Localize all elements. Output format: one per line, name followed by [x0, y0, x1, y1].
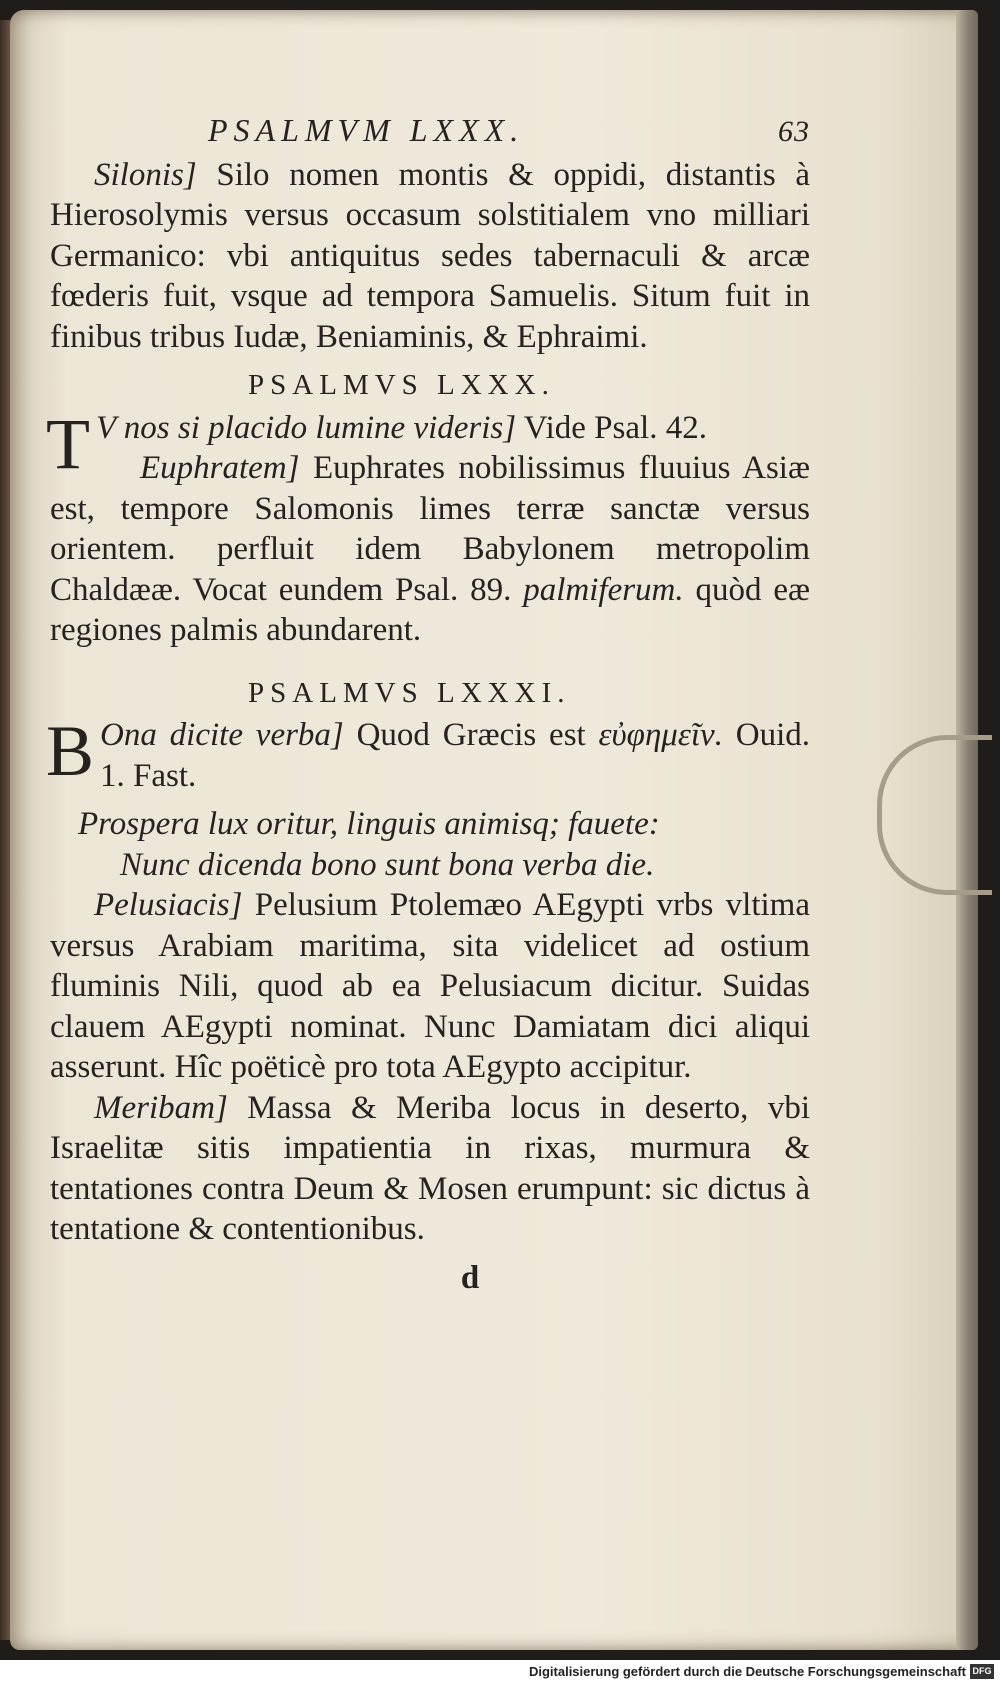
text-euphratem: Euphrates nobilissimus fluuius Asiæ est, tempore Salomonis limes terræ sanctæ versus orientem. perfluit idem Babylonem metropolim Chaldææ. Vocat eundem Psal. 89. — [50, 450, 810, 608]
page-text-block — [46, 110, 811, 1298]
lemma-meribam: Meribam] — [94, 1089, 228, 1126]
lemma-tu-nos: V nos si placido lumine videris] — [95, 409, 517, 446]
text-ouid: Ouid. 1. Fast. — [100, 717, 811, 794]
text-tu-nos: Vide Psal. 42. — [516, 409, 707, 446]
page-clip — [877, 735, 992, 895]
verse-line-1: Prospera lux oritur, linguis animisq; fauete: — [78, 806, 660, 842]
running-head-title: PSALMVM LXXX. — [208, 112, 525, 148]
text-silonis: Silo nomen montis & oppidi, distantis à Hierosolymis versus occasum solstitialem vno milliari Germanico: vbi antiquitus sedes tabernaculi & arcæ fœderis fuit, vsque ad tempora Samuelis. Situm fuit in finibus tribus Iudæ, Beniaminis, & Ephraimi. — [50, 156, 811, 355]
text-meribam: Massa & Meriba locus in deserto, vbi Israelitæ sitis impatientia in rixas, murmura & tentationes contra Deum & Mosen erumpunt: sic dictus à tentatione & contentionibus. — [50, 1089, 810, 1247]
text-bona-dicite: Quod Græcis est — [343, 717, 599, 753]
section-heading-psalm-80: PSALMVS LXXX. — [248, 369, 555, 401]
greek-word: εὐφημεῖν. — [598, 717, 723, 753]
paragraph-euphratem — [50, 448, 810, 651]
lemma-euphratem: Euphratem] — [139, 450, 300, 486]
lemma-palmiferum: palmiferum. — [523, 571, 684, 608]
drop-initial-b: B — [46, 711, 95, 791]
running-head — [50, 110, 810, 153]
section-heading-psalm-81: PSALMVS LXXXI. — [248, 676, 571, 709]
digitization-footer — [0, 1660, 1000, 1685]
text-euphratem-end: quòd eæ regiones palmis abundarent. — [50, 571, 810, 648]
drop-initial-t: T — [46, 403, 90, 484]
dfg-logo: DFG — [970, 1664, 994, 1679]
paragraph-silonis — [50, 155, 810, 358]
paragraph-pelusiacis — [50, 885, 810, 1088]
lemma-pelusiacis: Pelusiacis] — [94, 887, 243, 923]
page-number: 63 — [778, 115, 810, 148]
text-pelusiacis: Pelusium Ptolemæo AEgypti vrbs vltima versus Arabiam maritima, sita videlicet ad ostium fluminis Nili, quod ab ea Pelusiacum dicitur. Suidas clauem AEgypti nominat. Nunc Damiatam dici aliqui asserunt. Hîc poëticè pro tota AEgypto accipitur. — [50, 887, 810, 1085]
paragraph-meribam — [50, 1088, 810, 1250]
lemma-silonis: Silonis] — [94, 156, 197, 193]
lemma-bona-dicite: Ona dicite verba] — [100, 717, 344, 753]
paragraph-bona-dicite — [46, 711, 811, 796]
footer-credit: Digitalisierung gefördert durch die Deutsche Forschungsgemeinschaft — [528, 1664, 966, 1679]
signature-mark: d — [460, 1259, 480, 1296]
verse-line-2: Nunc dicenda bono sunt bona verba die. — [120, 846, 655, 883]
